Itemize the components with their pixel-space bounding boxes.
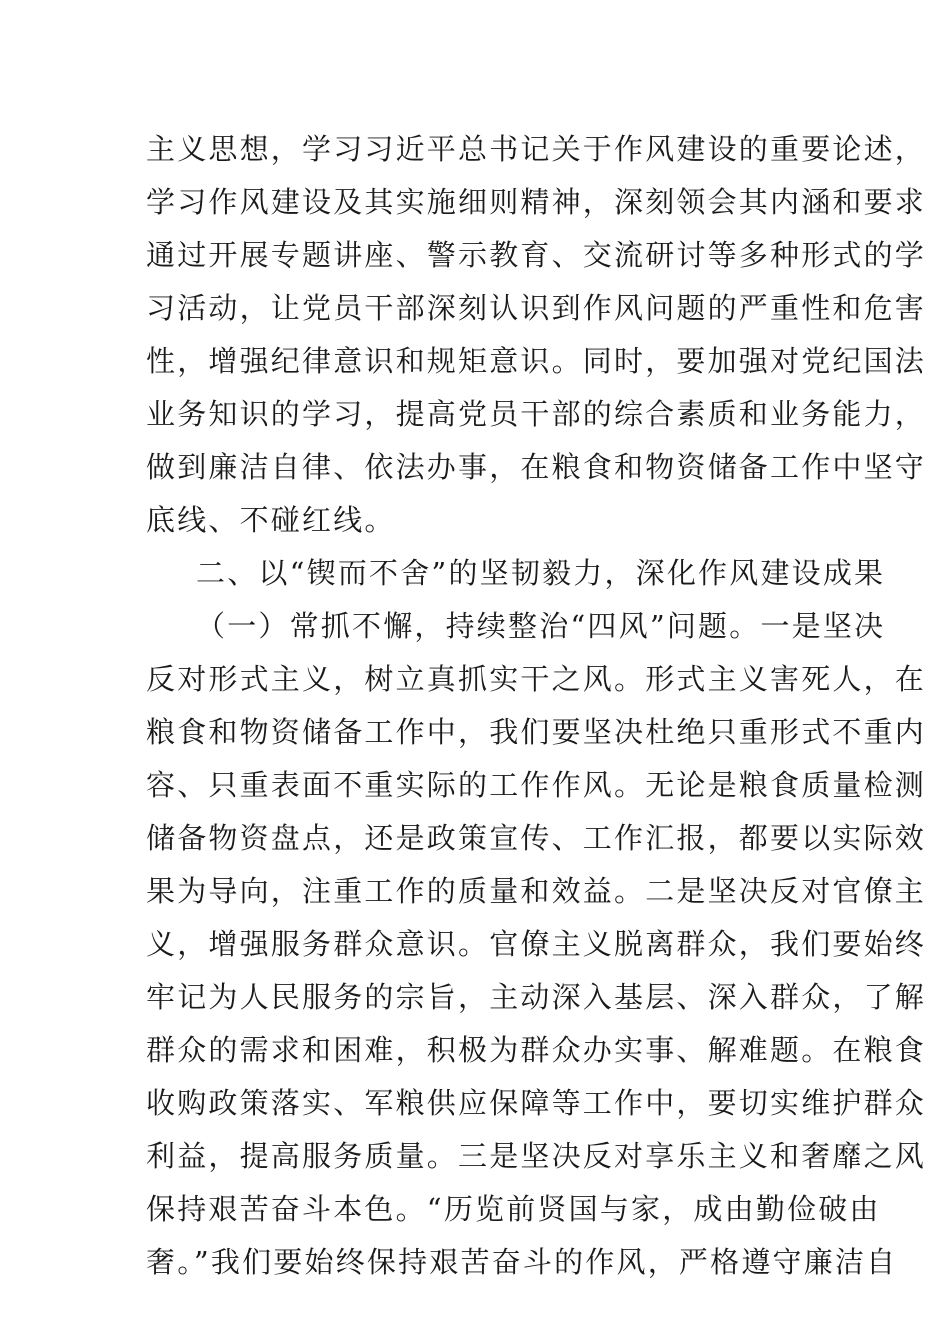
paragraph-line: 业务知识的学习，提高党员干部的综合素质和业务能力， [146,397,927,431]
paragraph-line: 收购政策落实、军粮供应保障等工作中，要切实维护群众 [146,1086,927,1120]
paragraph-line: 储备物资盘点，还是政策宣传、工作汇报，都要以实际效 [146,821,927,855]
paragraph-line: 性，增强纪律意识和规矩意识。同时，要加强对党纪国法 [146,344,927,378]
subsection-line: （一）常抓不懈，持续整治“四风”问题。一是坚决 [196,609,886,643]
paragraph-line: 群众的需求和困难，积极为群众办实事、解难题。在粮食 [146,1033,927,1067]
paragraph-line: 奢。”我们要始终保持艰苦奋斗的作风，严格遵守廉洁自 [146,1245,898,1279]
paragraph-line: 反对形式主义，树立真抓实干之风。形式主义害死人，在 [146,662,927,696]
paragraph-line: 果为导向，注重工作的质量和效益。二是坚决反对官僚主 [146,874,927,908]
paragraph-line: 义，增强服务群众意识。官僚主义脱离群众，我们要始终 [146,927,927,961]
paragraph-line: 主义思想，学习习近平总书记关于作风建设的重要论述， [146,132,927,166]
paragraph-line: 粮食和物资储备工作中，我们要坚决杜绝只重形式不重内 [146,715,927,749]
paragraph-line: 习活动，让党员干部深刻认识到作风问题的严重性和危害 [146,291,927,325]
paragraph-line: 学习作风建设及其实施细则精神，深刻领会其内涵和要求 [146,185,927,219]
paragraph-line: 通过开展专题讲座、警示教育、交流研讨等多种形式的学 [146,238,927,272]
paragraph-line: 保持艰苦奋斗本色。“历览前贤国与家，成由勤俭破由 [146,1192,881,1226]
section-heading: 二、以“锲而不舍”的坚韧毅力，深化作风建设成果 [196,556,886,590]
paragraph-line: 做到廉洁自律、依法办事，在粮食和物资储备工作中坚守 [146,450,927,484]
paragraph-line: 利益，提高服务质量。三是坚决反对享乐主义和奢靡之风 [146,1139,927,1173]
paragraph-line: 牢记为人民服务的宗旨，主动深入基层、深入群众，了解 [146,980,927,1014]
paragraph-line: 底线、不碰红线。 [146,503,396,537]
paragraph-line: 容、只重表面不重实际的工作作风。无论是粮食质量检测 [146,768,927,802]
